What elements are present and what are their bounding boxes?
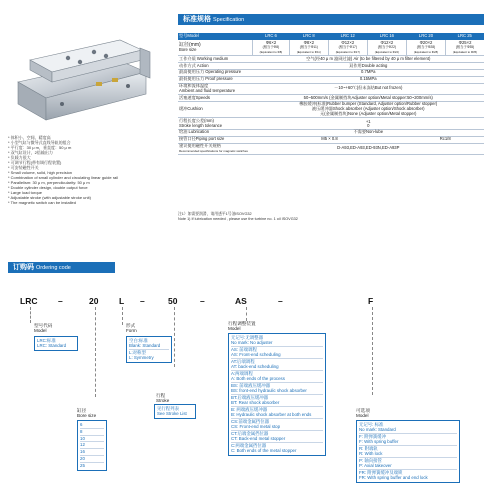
spec-note [178, 212, 298, 221]
stroke-option [157, 406, 193, 417]
bore-note: (相当于Φ8) [262, 45, 280, 50]
option-en: F: With spring buffer [359, 439, 399, 445]
spec-bore-cell [446, 40, 484, 56]
spec-header-lrc8: LRC 8 [289, 33, 328, 40]
option-options-box [356, 420, 460, 483]
option-cn: C:两端金属挡位器 [231, 443, 267, 448]
code-bore: 20 [89, 296, 99, 306]
bore-note: (相当于Φ28) [416, 45, 436, 50]
spec-row-label [178, 83, 253, 95]
spec-row-label: 最高使用压力 Operating pressure [178, 69, 253, 76]
adjuster-option [231, 359, 323, 371]
cushion-line: 无(金属制挡块)None (Adjuster option/Metal stopper) [320, 111, 417, 117]
form-option [129, 350, 169, 361]
option-cn: L:对称型 [129, 350, 146, 355]
bore-caption-en: Bore size [77, 413, 97, 419]
spec-row-label: 缓冲Cushion [178, 101, 253, 117]
code-option: F [368, 296, 374, 306]
adjuster-options-box [228, 333, 326, 456]
bore-value: Φ12×2 [341, 39, 355, 45]
order-title-en: Ordering code [36, 265, 71, 271]
form-caption-en: Form [126, 328, 137, 334]
stroke-tol-label-cn: 行程长度公差(mm) [179, 117, 214, 123]
spec-row-value: D-A93,ED-A93,ED-93N,ED-A93P [253, 143, 485, 155]
bore-value: Φ12×2 [380, 39, 394, 45]
option-cn: LRC:标准 [37, 338, 56, 343]
code-form: L [119, 296, 125, 306]
spec-row-value: －10~+60℃(但未冻结But not frozen) [253, 83, 485, 95]
spec-row-piping [178, 136, 484, 143]
adjuster-option [231, 443, 323, 454]
spec-bore-label [178, 40, 253, 56]
spec-bore-cell [367, 40, 406, 56]
adjuster-option [231, 371, 323, 383]
option-en: A: Both ends of the process [231, 376, 285, 382]
spec-bore-label-cn: 缸径(mm) [179, 41, 201, 48]
stroke-caption-en: Stroke [156, 398, 170, 404]
spec-bore-cell [253, 40, 290, 56]
spec-bore-label-en: Bore size [179, 46, 197, 52]
option-en: L: Symmetry [129, 355, 154, 361]
bore-note: (相当于Φ11) [299, 45, 318, 50]
adjuster-option [231, 419, 323, 431]
form-caption [126, 323, 137, 333]
bore-note-en: (Equivalent to Φ8) [259, 50, 283, 55]
bore-option: 16 [80, 449, 104, 456]
bore-note-en: (Equivalent to Φ22) [374, 50, 399, 55]
code-lrc: LRC [20, 296, 38, 306]
feature-item: * 可调节行程(带有调行程装置) [8, 160, 62, 165]
spec-header-lrc12: LRC 12 [328, 33, 367, 40]
order-title-cn: 订购码 [13, 264, 34, 271]
spec-bore-cell [406, 40, 445, 56]
spec-header-lrc6: LRC 6 [253, 33, 290, 40]
feature-item: * 负载力很大 [8, 155, 31, 160]
feature-item: * Large load torque [8, 190, 43, 195]
temp-label-en: Ambient and fluid temperature [179, 87, 236, 93]
feature-item: * The magnetic switch can be installed [8, 200, 76, 205]
feature-item: * 平行度：30 μ m，垂直度：50 μ m [8, 145, 72, 150]
bore-note-en: (Equivalent to Φ35) [452, 50, 478, 55]
option-caption-cn: 可选项 [356, 408, 370, 413]
feature-item: * Combination of small cylinder and circulating linear guide rail [8, 175, 119, 180]
adjuster-caption [228, 321, 256, 331]
option-cn: P: 轴向接管 [359, 458, 382, 463]
option-cn: 见行程列表 [157, 406, 179, 411]
switch-label-en: Recommended specifications for magnetic switches [179, 148, 248, 153]
bore-note: (相当于Φ17) [338, 45, 357, 50]
spec-row-value: Rc1/8 [406, 136, 484, 143]
spec-header-model: 型号Model [178, 33, 253, 40]
form-options-box [126, 336, 172, 363]
spec-row-value: M5 × 0.8 [253, 136, 407, 143]
leader-line [30, 307, 31, 323]
option-en: CT: Back-end metal stopper [231, 436, 286, 442]
spec-row-value: 双作用Double acting [253, 63, 485, 70]
option-en: BT: Rear shock absorber [231, 400, 280, 406]
model-caption-en: Model [34, 328, 47, 334]
bore-option: 10 [80, 436, 104, 443]
option-cn: AS: 前端调程 [231, 347, 257, 352]
option-en: AS: Front-end scheduling [231, 352, 281, 358]
bore-option: 12 [80, 442, 104, 449]
feature-list [8, 135, 176, 205]
spec-row-value: 50~500mm/s (金属制挡块Adjuster option/Metal stopper:50~200mm/s) [253, 95, 485, 102]
bore-value: Φ8×2 [303, 39, 315, 45]
spec-header-row [178, 33, 484, 40]
option-en: See Stroke List [157, 411, 187, 417]
feature-item: * Small volume, solid, high precision [8, 170, 73, 175]
spec-row-label: 接管口径Piping port size [178, 136, 253, 143]
bore-option: 6 [80, 422, 104, 429]
option-en: AT: back-end scheduling [231, 364, 279, 370]
option-cn: 无记号: 标准 [359, 422, 384, 427]
spec-row-value: 0.15MPa [253, 76, 485, 83]
option-en: FR: With spring buffer and end lock [359, 475, 428, 481]
option-caption-en: Model [356, 413, 369, 419]
spec-bore-cell [328, 40, 367, 56]
spec-row-value: +1 0 [253, 118, 485, 130]
bore-value: Φ6×2 [265, 39, 277, 45]
spec-bore-cell [289, 40, 328, 56]
feature-item: * 小型气缸与微导式直线导轨的组合 [8, 140, 71, 145]
spec-title-en: Specification [213, 17, 245, 23]
model-caption-cn: 型号代码 [34, 323, 53, 328]
spec-row-label: 动作方式 Action [178, 63, 253, 70]
adjuster-caption-cn: 行程调整装置 [228, 321, 256, 326]
spec-row-label: 给油 Lubrication [178, 129, 253, 136]
feature-item: * Parallelism: 30 μ m, perpendicularity: 50 μ m [8, 180, 90, 185]
note-en: Note 1) If lubrication needed , please use the turbine no. 1 oil ISOVG32 [178, 216, 298, 221]
option-en: R: With lock [359, 451, 383, 457]
bore-note-en: (Equivalent to Φ28) [413, 50, 439, 55]
bore-options-box [77, 420, 107, 471]
leader-line [122, 307, 123, 325]
spec-row-medium [178, 56, 484, 63]
spec-header-lrc16: LRC 16 [367, 33, 406, 40]
code-adjuster: AS [235, 296, 247, 306]
bore-caption-cn: 缸径 [77, 408, 87, 413]
bore-option: 8 [80, 429, 104, 436]
option-cn: 空白:标准 [129, 338, 148, 343]
spec-header-lrc25: LRC 25 [446, 33, 484, 40]
option-caption [356, 408, 370, 418]
cushion-line: 橡胶缓冲(标准)Rubber bumper (Standard, Adjuster option/Rubber stopper) [299, 101, 438, 107]
bore-note-en: (Equivalent to Φ17) [335, 50, 360, 55]
bore-value: Φ25×2 [458, 39, 472, 45]
option-cn: B: 两端液压缓冲器 [231, 407, 268, 412]
bore-note: (相当于Φ22) [377, 45, 397, 50]
adjuster-option [231, 431, 323, 443]
spec-row-label: 最低使用压力 Proof pressure [178, 76, 253, 83]
form-caption-cn: 形式 [126, 323, 136, 328]
option-item [359, 446, 457, 458]
option-en: No mark: Standard [359, 427, 396, 433]
option-item [359, 470, 457, 481]
leader-line [246, 307, 247, 321]
spec-row-stroke-tolerance [178, 118, 484, 130]
leader-line [95, 307, 96, 397]
spec-row-value [253, 101, 485, 117]
option-cn: CS:前端金属挡位器 [231, 419, 270, 424]
option-en: LRC: Standard [37, 343, 67, 349]
stroke-caption-cn: 行程 [156, 393, 166, 398]
stroke-tol-label-en: Stroke length tolerance [179, 122, 223, 128]
spec-table [178, 33, 484, 155]
feature-item: * Adjustable stroke (with adjustable stroke unit) [8, 195, 91, 200]
spec-row-value: 空气(经40 μ m 滤网过滤) Air (to be filtered by 40 μ m filter element) [253, 56, 485, 63]
option-item [359, 434, 457, 446]
spec-row-label: 工作介质 Working medium [178, 56, 253, 63]
leader-line [372, 307, 373, 395]
spec-section-header [178, 14, 484, 25]
stroke-options-box [154, 404, 196, 419]
option-en: P: Axial takeover [359, 463, 392, 469]
bore-note: (相当于Φ35) [455, 45, 475, 50]
option-cn: CT:后端金属挡位器 [231, 431, 269, 436]
adjuster-caption-en: Model [228, 326, 241, 332]
order-section-header [8, 262, 115, 273]
bore-note-en: (Equivalent to Φ11) [296, 50, 321, 55]
option-en: No mark: No adjuster [231, 340, 273, 346]
spec-row-label [178, 143, 253, 155]
note-cn: 注1）如需要润滑，请用透平1号油ISOVG32 [178, 212, 252, 216]
model-caption [34, 323, 52, 333]
option-cn: AT:后端调程 [231, 359, 255, 364]
adjuster-option [231, 335, 323, 347]
temp-label-cn: 环境和流体温度 [179, 83, 209, 89]
spec-row-label [178, 118, 253, 130]
spec-row-bore [178, 40, 484, 56]
code-stroke: 50 [168, 296, 178, 306]
option-cn: BS: 前端液压缓冲器 [231, 383, 271, 388]
feature-item: * Double cylinder design, double output force [8, 185, 88, 190]
option-en: BS: front-end hydraulic shock absorber [231, 388, 307, 394]
stroke-caption [156, 393, 169, 403]
leader-line [174, 307, 175, 367]
spec-title-cn: 标准规格 [183, 16, 211, 23]
feature-item: * 体积小、空间、精度高 [8, 135, 51, 140]
option-en: Blank: Standard [129, 343, 161, 349]
option-cn: A:两端调程 [231, 371, 253, 376]
adjuster-option [231, 347, 323, 359]
code-dash: – [278, 296, 283, 306]
code-dash: – [200, 296, 205, 306]
option-cn: R: 附端轨 [359, 446, 378, 451]
bore-option: 20 [80, 456, 104, 463]
cushion-line: 液压缓冲器Shock absorber (Adjuster option/Shock absorber) [311, 106, 425, 112]
spec-row-temperature [178, 83, 484, 95]
feature-item: * 可安装磁性开关 [8, 165, 39, 170]
option-en: B: Hydraulic shock absorber at both ends [231, 412, 312, 418]
bore-option: 25 [80, 462, 85, 468]
spec-row-switch [178, 143, 484, 155]
switch-label-cn: 建议使用磁性开关规格 [179, 143, 221, 149]
option-item [359, 422, 457, 434]
adjuster-option [231, 395, 323, 407]
feature-item: * 双气缸设计，2倍输出力 [8, 150, 53, 155]
bore-value: Φ20×2 [419, 39, 433, 45]
option-en: C: Both ends of the metal stopper [231, 448, 297, 454]
spec-header-lrc20: LRC 20 [406, 33, 445, 40]
product-image [8, 20, 158, 130]
bore-caption [77, 408, 96, 418]
model-option [37, 338, 75, 349]
spec-row-cushion [178, 101, 484, 117]
code-dash: – [140, 296, 145, 306]
spec-row-min-pressure [178, 76, 484, 83]
option-cn: BT:后端液压缓冲器 [231, 395, 269, 400]
spec-row-value: 0.7MPa [253, 69, 485, 76]
code-dash: – [58, 296, 63, 306]
option-item [359, 458, 457, 470]
spec-row-value: 不需要Non-lube [253, 129, 485, 136]
adjuster-option [231, 407, 323, 419]
form-option [129, 338, 169, 350]
spec-row-label: 活塞速度Speeds [178, 95, 253, 102]
option-cn: F: 附弹簧缓冲 [359, 434, 387, 439]
option-cn: 无记号:无调整器 [231, 335, 263, 340]
adjuster-option [231, 383, 323, 395]
option-cn: FR: 附弹簧缓冲及端锁 [359, 470, 403, 475]
model-options-box [34, 336, 78, 351]
option-en: CS: Front-end metal stop [231, 424, 281, 430]
